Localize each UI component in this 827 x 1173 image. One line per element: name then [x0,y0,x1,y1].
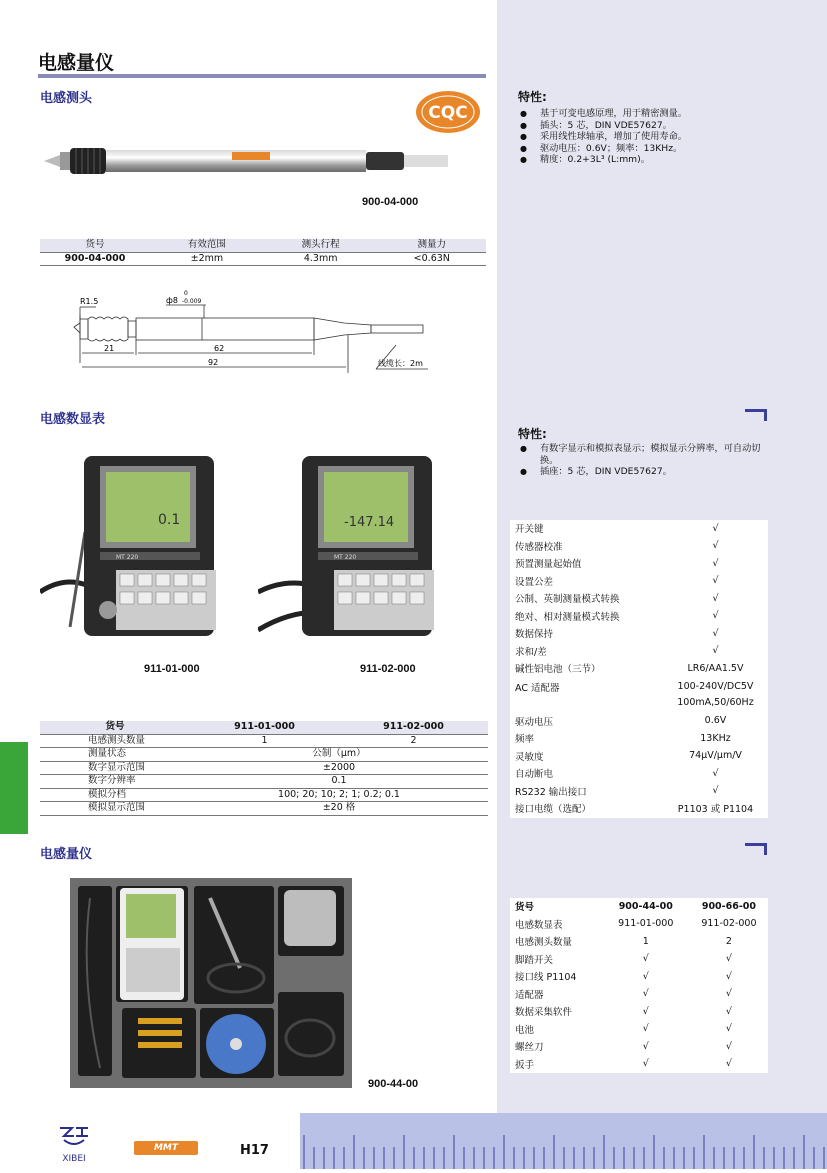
table-cell: 脚踏开关 [510,950,602,968]
table-cell: 传感器校准 [510,537,658,555]
device-model-label: MT 220 [334,554,357,561]
table-cell: 电池 [510,1020,602,1038]
table-cell: √ [658,765,768,783]
drawing-diameter: ф8 [166,296,178,305]
table-cell: √ [685,985,768,1003]
table-cell: √ [658,782,768,800]
table-cell: P1103 或 P1104 [658,800,768,818]
display-photo-right [258,452,438,642]
display-features-list [518,443,763,478]
table-row [510,1038,768,1056]
table-row [510,520,768,537]
table-cell: √ [602,1055,685,1073]
table-cell: √ [602,950,685,968]
table-cell: 模拟显示范围 [40,802,190,816]
display-feature-item: ● 有数字显示和模拟表显示；模拟显示分辨率，可自动切换。 [518,443,763,466]
table-cell: 1 [602,933,685,951]
table-cell: √ [602,1003,685,1021]
table-header-row [40,239,486,252]
table-row [510,765,768,783]
table-cell: 碱性铝电池（三节） [510,660,658,678]
table-cell: LR6/AA1.5V [658,660,768,678]
table-row [510,747,768,765]
table-row [40,802,488,816]
table-header: 测头行程 [264,239,378,252]
table-row [510,1003,768,1021]
table-row [510,1055,768,1073]
table-row [40,788,488,802]
cqc-logo [415,90,481,134]
table-cell: √ [658,537,768,555]
table-cell: <0.63N [378,252,486,266]
table-cell: √ [685,950,768,968]
table-cell: √ [685,968,768,986]
table-cell: 100; 20; 10; 2; 1; 0.2; 0.1 [190,788,488,802]
section-tab [0,742,28,834]
table-row [510,730,768,748]
table-row [510,572,768,590]
table-cell: 螺丝刀 [510,1038,602,1056]
table-row [40,734,488,748]
table-row [510,985,768,1003]
table-cell: √ [658,572,768,590]
table-cell: RS232 输出接口 [510,782,658,800]
corner-mark [745,409,767,421]
table-row [510,660,768,678]
table-cell: √ [658,555,768,573]
table-row [40,775,488,789]
probe-model-caption: 900-04-000 [362,196,419,208]
display-features-title: 特性: [518,427,547,441]
table-cell-line: 100mA,50/60Hz [677,696,754,708]
kit-caption: 900-44-00 [368,1078,419,1090]
table-cell: 13KHz [658,730,768,748]
display-spec-table [40,721,488,816]
table-cell: 900-04-000 [40,252,150,266]
table-cell: 求和/差 [510,642,658,660]
table-row [510,950,768,968]
table-row [510,677,768,712]
table-cell: √ [658,607,768,625]
mmt-brand-logo: MMT [134,1141,198,1155]
table-cell: √ [658,590,768,608]
table-header: 900-44-00 [602,898,685,915]
table-header: 有效范围 [150,239,264,252]
display-caption-left: 911-01-000 [144,663,200,675]
kit-table [510,898,768,1073]
table-cell: 电感测头数量 [40,734,190,748]
drawing-dim-21: 21 [104,344,115,353]
table-cell: √ [658,625,768,643]
drawing-tol-upper: 0 [184,290,188,297]
table-cell: 公制、英制测量模式转换 [510,590,658,608]
table-row [510,800,768,818]
table-cell: 2 [685,933,768,951]
table-row [40,252,486,266]
table-header: 货号 [40,721,190,734]
table-cell: √ [685,1038,768,1056]
table-cell [658,677,768,712]
table-cell: 灵敏度 [510,747,658,765]
title-underline [38,74,486,78]
table-cell: 2 [339,734,488,748]
table-cell: 4.3mm [264,252,378,266]
table-cell: 设置公差 [510,572,658,590]
display-section-title: 电感数显表 [40,412,106,427]
xibei-text: XIBEI [62,1154,86,1164]
table-cell: √ [602,1038,685,1056]
probe-features-list [518,108,808,166]
table-row [510,607,768,625]
table-row [40,761,488,775]
drawing-tol-lower: -0.009 [182,298,202,305]
page-title: 电感量仪 [38,52,115,74]
table-cell-line: 100-240V/DC5V [677,680,754,692]
table-cell: 911-02-000 [685,915,768,933]
device-model-label: MT 220 [116,554,139,561]
table-cell: 接口电缆（选配） [510,800,658,818]
table-cell: 数据保持 [510,625,658,643]
table-header: 货号 [510,898,602,915]
probe-technical-drawing [66,285,436,380]
table-row [510,1020,768,1038]
table-cell: √ [602,985,685,1003]
table-cell: √ [685,1003,768,1021]
table-cell: 扳手 [510,1055,602,1073]
page-number: H17 [240,1143,269,1158]
drawing-dim-92: 92 [208,358,219,367]
table-cell: 74μV/μm/V [658,747,768,765]
xibei-logo [50,1124,98,1164]
table-row [510,968,768,986]
display-caption-right: 911-02-000 [360,663,416,675]
table-cell: √ [658,520,768,537]
footer-ruler [300,1113,827,1169]
table-header: 900-66-00 [685,898,768,915]
table-row [510,590,768,608]
table-row [510,712,768,730]
display-feature-table [510,520,768,818]
display-screen-value: 0.1 [158,512,181,528]
probe-feature-item: ● 采用线性球轴承，增加了使用寿命。 [518,131,808,143]
table-cell: 开关键 [510,520,658,537]
table-header: 测量力 [378,239,486,252]
table-cell: 预置测量起始值 [510,555,658,573]
table-cell: 0.6V [658,712,768,730]
table-cell: 绝对、相对测量模式转换 [510,607,658,625]
table-row [40,748,488,762]
display-feature-item: ● 插座：5 芯，DIN VDE57627。 [518,466,763,478]
table-row [510,642,768,660]
table-cell: 测量状态 [40,748,190,762]
table-cell: 适配器 [510,985,602,1003]
table-cell: 驱动电压 [510,712,658,730]
cqc-text: CQC [428,103,468,123]
table-cell: AC 适配器 [510,677,658,712]
table-header: 货号 [40,239,150,252]
drawing-radius: R1.5 [80,297,99,306]
probe-feature-item: ● 精度：0.2+3L³ (L:mm)。 [518,154,808,166]
drawing-dim-62: 62 [214,344,225,353]
table-cell: ±2mm [150,252,264,266]
table-cell: ±20 格 [190,802,488,816]
table-cell: 数字分辨率 [40,775,190,789]
table-header-row [510,898,768,915]
table-cell: 数据采集软件 [510,1003,602,1021]
table-cell: √ [685,1055,768,1073]
table-cell: ±2000 [190,761,488,775]
table-cell: 1 [190,734,339,748]
display-screen-value: -147.14 [344,515,395,530]
corner-mark [745,843,767,855]
table-row [510,555,768,573]
table-header: 911-01-000 [190,721,339,734]
table-header: 911-02-000 [339,721,488,734]
table-row [510,782,768,800]
table-cell: √ [658,642,768,660]
kit-photo [70,878,352,1088]
table-cell: 自动断电 [510,765,658,783]
table-cell: 数字显示范围 [40,761,190,775]
table-cell: √ [602,1020,685,1038]
kit-section-title: 电感量仪 [40,847,93,862]
table-cell: 电感数显表 [510,915,602,933]
table-row [510,625,768,643]
probe-feature-item: ● 插头：5 芯，DIN VDE57627。 [518,120,808,132]
probe-feature-item: ● 驱动电压：0.6V；频率：13KHz。 [518,143,808,155]
probe-feature-item: ● 基于可变电感原理，用于精密测量。 [518,108,808,120]
probe-photo [42,140,450,182]
table-cell: √ [602,968,685,986]
probe-section-title: 电感测头 [40,91,93,106]
table-cell: 911-01-000 [602,915,685,933]
table-cell: √ [685,1020,768,1038]
probe-features-title: 特性: [518,90,547,104]
table-row [510,537,768,555]
table-cell: 模拟分档 [40,788,190,802]
table-row [510,933,768,951]
table-row [510,915,768,933]
table-cell: 电感测头数量 [510,933,602,951]
table-cell: 频率 [510,730,658,748]
table-cell: 公制（μm） [190,748,488,762]
table-cell: 接口线 P1104 [510,968,602,986]
display-photo-left [40,452,220,642]
drawing-cable-length: 线缆长：2m [378,359,423,368]
probe-spec-table [40,239,486,266]
table-header-row [40,721,488,734]
table-cell: 0.1 [190,775,488,789]
